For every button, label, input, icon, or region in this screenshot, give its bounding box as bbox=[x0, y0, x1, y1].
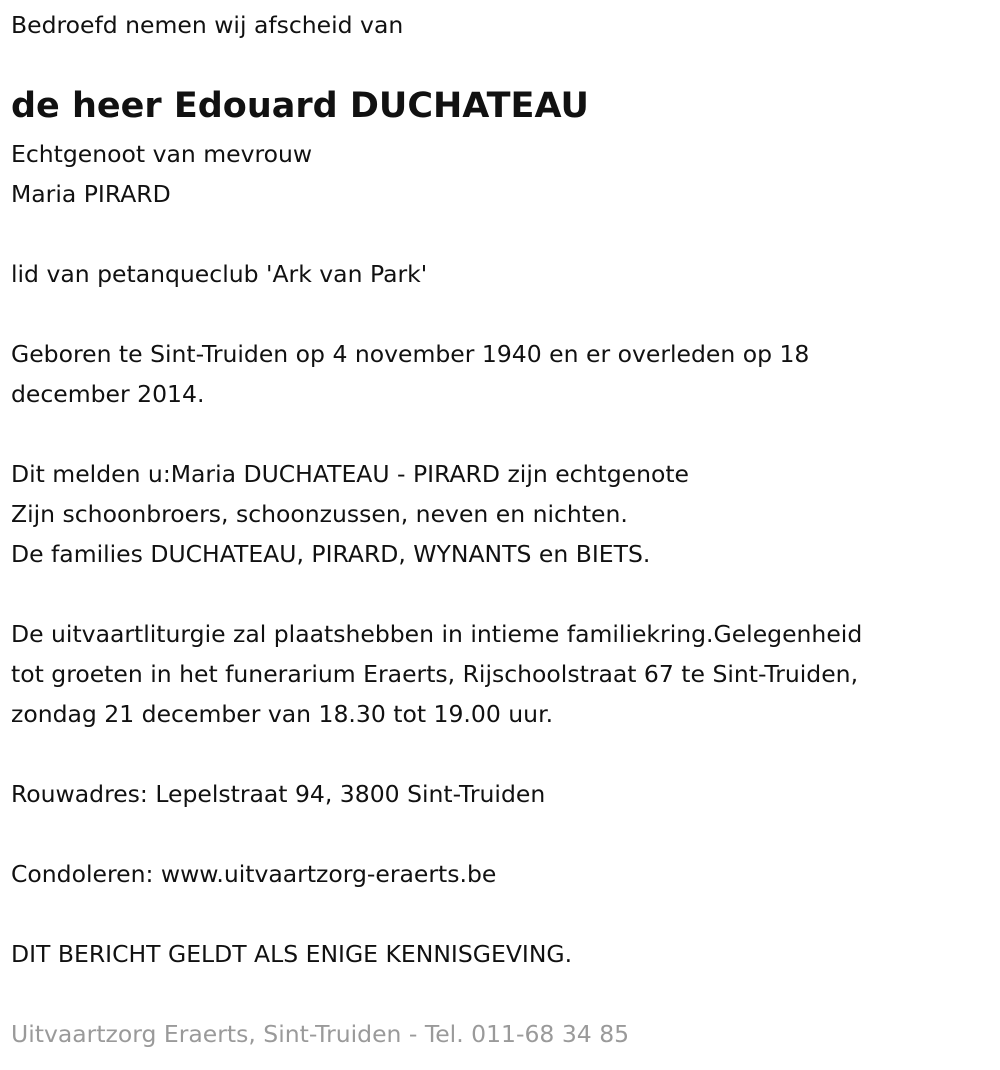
family-line-2: Zijn schoonbroers, schoonzussen, neven en nichten. bbox=[11, 500, 628, 528]
club-membership: lid van petanqueclub 'Ark van Park' bbox=[11, 260, 428, 288]
funeral-home-footer: Uitvaartzorg Eraerts, Sint-Truiden - Tel. 011-68 34 85 bbox=[11, 1020, 630, 1048]
family-line-1: Dit melden u:Maria DUCHATEAU - PIRARD zijn echtgenote bbox=[11, 460, 690, 488]
spouse-line-1: Echtgenoot van mevrouw bbox=[11, 140, 313, 168]
birth-death-line-1: Geboren te Sint-Truiden op 4 november 1940 en er overleden op 18 bbox=[11, 340, 810, 368]
deceased-name: de heer Edouard DUCHATEAU bbox=[11, 86, 589, 126]
spouse-line-2: Maria PIRARD bbox=[11, 180, 171, 208]
notice-statement: DIT BERICHT GELDT ALS ENIGE KENNISGEVING. bbox=[11, 940, 573, 968]
mourning-address: Rouwadres: Lepelstraat 94, 3800 Sint-Truiden bbox=[11, 780, 546, 808]
condolences-text: Condoleren: www.uitvaartzorg-eraerts.be bbox=[11, 860, 497, 888]
family-line-3: De families DUCHATEAU, PIRARD, WYNANTS en BIETS. bbox=[11, 540, 651, 568]
funeral-line-1: De uitvaartliturgie zal plaatshebben in intieme familiekring.Gelegenheid bbox=[11, 620, 863, 648]
intro-text: Bedroefd nemen wij afscheid van bbox=[11, 11, 404, 39]
funeral-line-2: tot groeten in het funerarium Eraerts, Rijschoolstraat 67 te Sint-Truiden, bbox=[11, 660, 859, 688]
funeral-line-3: zondag 21 december van 18.30 tot 19.00 uur. bbox=[11, 700, 554, 728]
birth-death-line-2: december 2014. bbox=[11, 380, 205, 408]
